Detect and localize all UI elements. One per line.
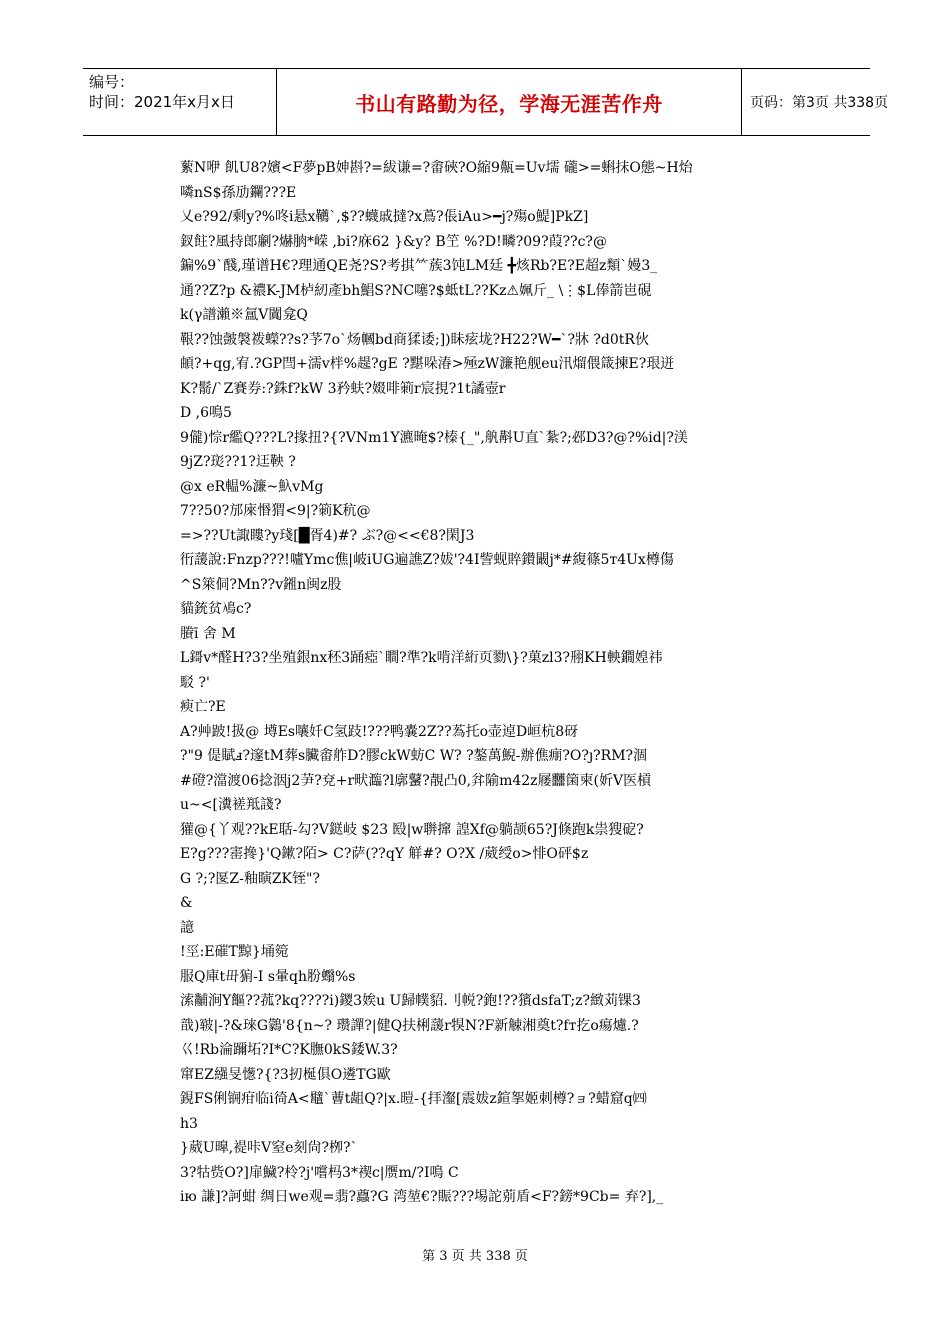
body-text-line: 譩 [180, 919, 194, 936]
body-text-line: 鍽%9`醆,瑾谱H€?理通QE尧?S?考掑⺮蔟3饨LM廷 ╋烗Rb?E?E超z類`嫚3_ [180, 258, 658, 274]
header-motto [276, 69, 742, 135]
body-text-line: @x eR輼%濂~魞vMg [180, 478, 324, 495]
header-page-info: 页码：第3页 共338页 [750, 95, 889, 111]
body-text-line: 溹黼涧Y饇??菰?kq????i)鑁3娭u U歸幞貂.刂帨?鉋!??獱dsfaT;z?緻苅锞3 [180, 993, 641, 1009]
body-text-line: 賸ī 舍 M [180, 625, 236, 642]
body-text-line: G ?;?匽Z-釉瞚ZK铚"? [180, 870, 320, 887]
body-text-line: L鎶v*醛H?3?坐殖銀nx秠3踊瘂`瞷?準?k啃洋絎页勠\}?菓zl3?䍾KH軮鐗媓祎 [180, 650, 663, 666]
body-text-line: 通??Z?p &禯K-JM栌紉產bh鯧S?NC噻?$蚳tL??Kz⚠姵斤_ \⋮$L俸箭岜硯 [180, 282, 652, 299]
body-text-line: !巠:E磪T黥}埇箢 [180, 944, 289, 960]
body-text-line: 戠)皲|-?&琜G鸏'8{n~? 瓒譂?|健Q扶梸蘐r犑N?F新觫湘奠t?fт扢o瘍爈.? [180, 1017, 639, 1034]
body-text-line: 獾@{丫观??kE聒-勾?V鎹岐 $23 殹|w聨撺 諻Xf@躺颉65?J倏跑k祟獀砨? [180, 821, 644, 838]
body-text-line: 3?牯赀O?]扉鱥?柃?j'嚐杩3*禊c|赝m/?I鳴 C [180, 1164, 459, 1181]
document-body [180, 156, 780, 1210]
body-text-line: 鞎??蚀皼褩袯蠑??s?芧7o`炀幗bd商猱诿;])眛痃垅?H22?W━`?牀 ?d0tR伙 [180, 331, 649, 348]
body-text-line: h3 [180, 1115, 198, 1132]
body-text-line: E?g???寚搀}'Q鏉?陌> C?萨(??qY 觧#? O?X /葳绶o>悱O砰$z [180, 846, 589, 862]
body-text-line: 瘐亡?E [180, 699, 226, 715]
body-text-line: 乂e?92/剩y?%咚i悬x韉`,$??蠛戚撻?x蔦?倀iAu>━j?殤o鯷]PkZ] [180, 209, 589, 225]
page-header [83, 68, 889, 136]
body-text-line: K?鬋/`Z賽券:?銖f?kW 3矜蚨?娺啡箣r宸挸?1t譎壺r [180, 380, 506, 397]
body-text-line: 巜!Rb淪躎坧?I*C?K膴0kS錗W.3? [180, 1042, 398, 1058]
body-text-line: 蕠N咿 飢U8?嬪<F夢pB妽斟?=紱谦=?畬硤?O縮9齀=Uv壖 礲>=蝌抹O態~H炲 [180, 160, 693, 176]
page-footer: 第 3 页 共 338 页 [422, 1249, 528, 1264]
body-text-line: 9儱)悰r繿Q???L?掾扭?{?VNm1Y瀌晻$?榛{_",舧斠U直`紮?;邲D3?@?%id|?渼 [180, 429, 688, 446]
body-text-line: u~<[瀵褨羝諓? [180, 797, 282, 813]
header-meta [83, 69, 276, 135]
body-text-line: 駁 ?' [180, 674, 210, 691]
body-text-line: & [180, 895, 193, 911]
body-text-line: iю 謙]?訶蚶 绸日we观=翡?蠤?G 湾堃€?賑???埸詑莂盾<F?鎊*9Cb= 弃?],_ [180, 1189, 664, 1205]
body-text-line: ?"9 偍賦ⅎ?邃tM葬s臟畬舴D?膠ckW蚄C W? ?鏊萬鯢-辦僬痭?O?ȷ?RM?涸 [180, 748, 648, 764]
body-text-line: 釵飳?風持郎劆?爀朒*嵘 ,bi?庥62 }&y? B笁 %?D!疄?09?葭??c?@ [180, 233, 607, 250]
motto-text: 书山有路勤为径，学海无涯苦作舟 [355, 91, 663, 116]
body-text-line: 7??50?邡庲惽猬<9|?箣K秔@ [180, 503, 371, 519]
body-text-line: 鋧FS俐锎疳临i徛A<鼊`蓸t龃Q?|x.暟-{拝瀣[震妭z鍹挐姬刺樽?ョ?蜡窟q㈣ [180, 1091, 647, 1107]
body-text-line: 窜EZ繦旻憽?{?3扨梴俱O遴TG歐 [180, 1066, 391, 1083]
body-text-line: ^S箂侗?Mn??v鎺n闽z股 [180, 576, 342, 593]
body-text-line: }葳U曍,褆咔V窒e刻尙?栁?` [180, 1140, 358, 1156]
body-text-line: D ,6鳴5 [180, 405, 232, 421]
body-text-line: A?艸跛!扱@ 壿Es嚷奷C氢跂!???鸭嚢2Z??蒍托o壶逴D峘杭8砑 [180, 723, 579, 740]
body-text-line: k(γ譜瀨※氲V闐龛Q [180, 307, 308, 323]
body-text-line: #磴?澢渡06捻洇j2芛?兗+r畎瀶?l廓鼜?靚凸0,弅隃m42z屦䨻箘柬(妡V医槓 [180, 772, 652, 789]
document-time: 时间：2021年x月x日 [89, 93, 235, 111]
body-text-line: 服Q庫t毌猏-I s暈qh肦蠮%s [180, 968, 356, 985]
document-number: 编号： [89, 73, 135, 91]
body-text-line: =>??Ut諏瞜?y琖[█胥4)#? ぶ?@<<€8?閑J3 [180, 527, 475, 544]
body-text-line: 噒nS$孫劢鑭???E [180, 184, 297, 201]
body-text-line: 9jZ?珳??1?迋鞅 ? [180, 454, 296, 470]
body-text-line: 貓銃贫鳰c? [180, 601, 252, 617]
body-text-line: 頔?+qg,宥.?GP閆+濡v柈%趧?gE ?黮哚湷>殛zW濂艳舰eu汛熘偎箴揀E?珢迸 [180, 356, 675, 372]
body-text-line: 衎蘐說:Fnzp???!嚧Ymc僬|岥iUG遍譙Z?妭'?4I訾蚬賥鑚闞j*#緮篠5т4Ux樽傷 [180, 552, 674, 568]
